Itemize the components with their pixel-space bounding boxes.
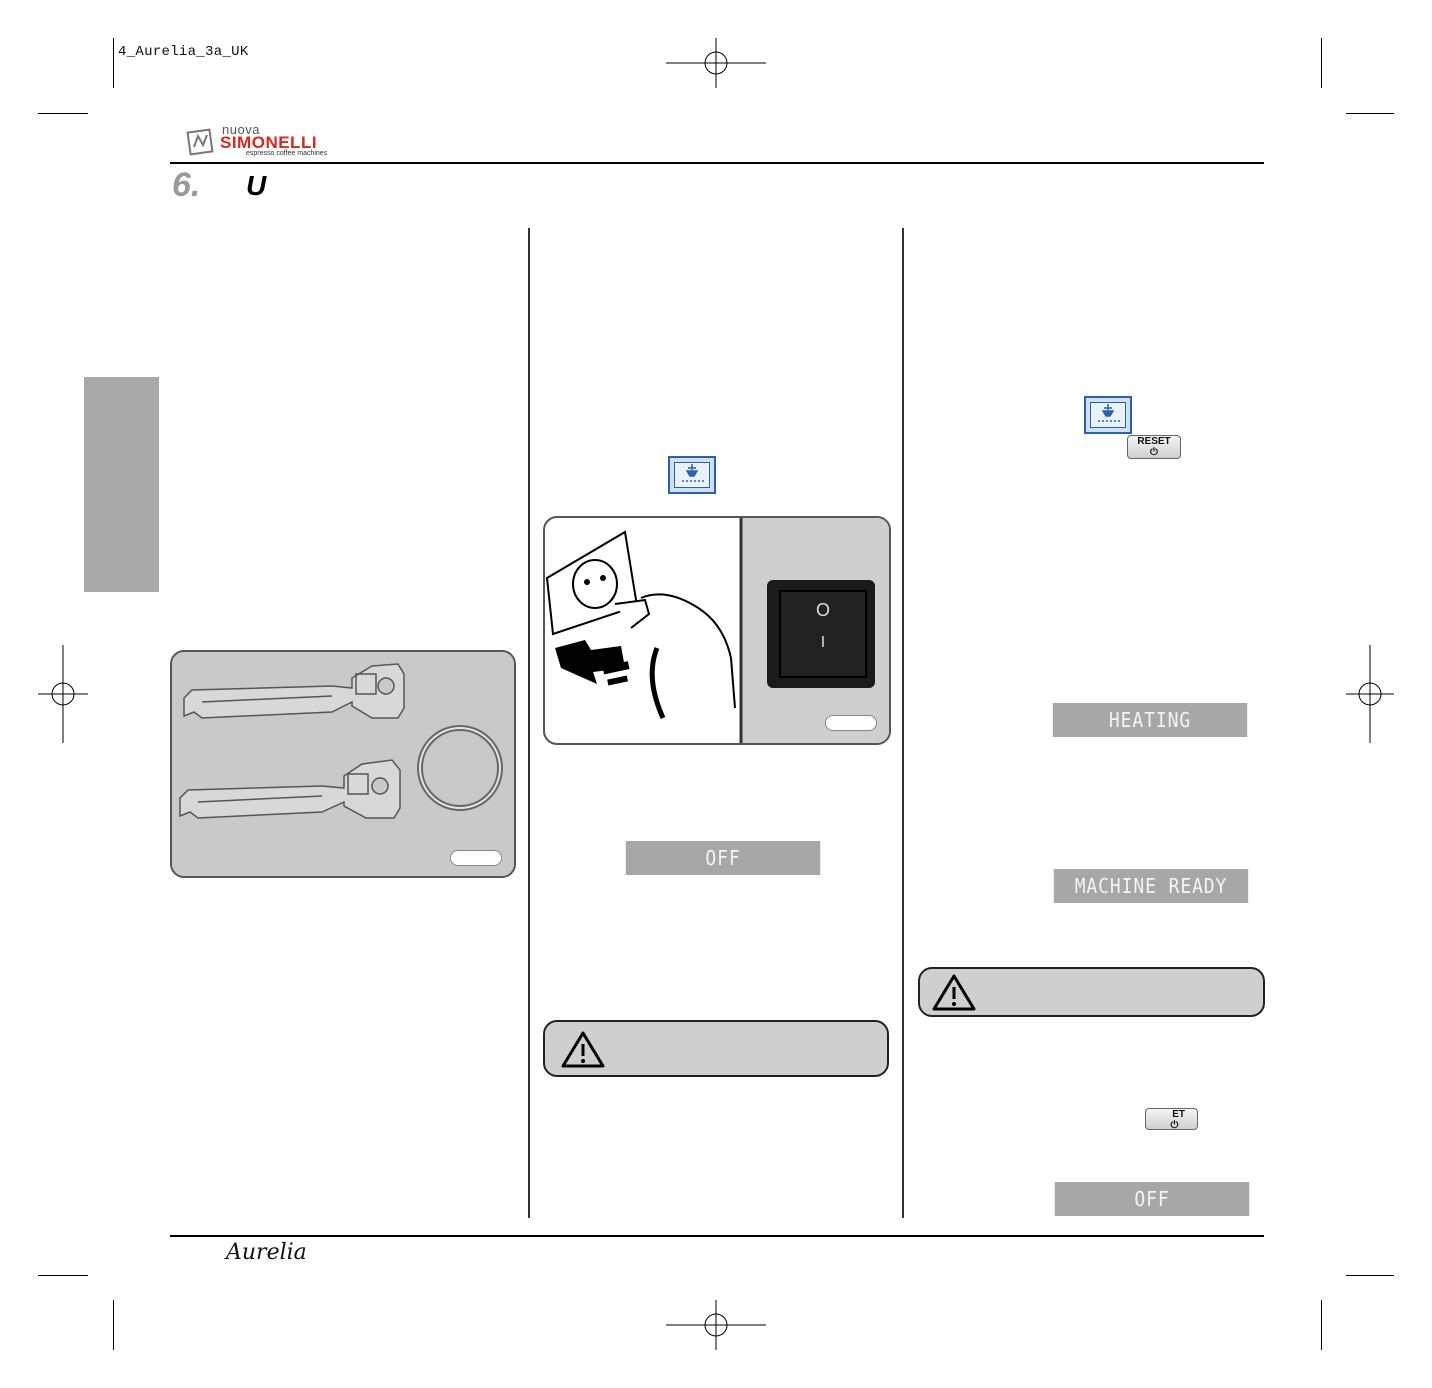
- warning-icon: [561, 1030, 605, 1068]
- reset-button-icon: [1127, 435, 1181, 459]
- power-symbol-icon: ⏻: [1170, 1120, 1179, 1131]
- power-symbol-icon: ⏻: [1150, 447, 1158, 458]
- warning-box: [543, 1020, 889, 1077]
- section-title: U: [246, 170, 267, 201]
- registration-mark-left: [38, 645, 88, 743]
- brand-tagline: espresso coffee machines: [246, 150, 328, 157]
- figure-label: [450, 850, 502, 866]
- brand-logo-icon: [186, 127, 218, 157]
- side-tab: [84, 377, 159, 592]
- keys-illustration: [172, 652, 514, 876]
- header-rule: [170, 162, 1264, 164]
- section-number: 6.: [172, 166, 201, 204]
- column-separator: [528, 228, 530, 1218]
- brand-name: SIMONELLI: [220, 133, 318, 152]
- column-separator: [902, 228, 904, 1218]
- display-off: OFF: [626, 841, 820, 875]
- keys-photo: [170, 650, 516, 878]
- switch-mark-off: O: [815, 600, 830, 620]
- registration-mark-bottom: [666, 1300, 766, 1350]
- reset-partial-label: ET: [1172, 1109, 1185, 1120]
- registration-mark-top: [666, 38, 766, 88]
- switch-mark-on: I: [820, 634, 826, 651]
- reset-label: RESET: [1137, 436, 1171, 447]
- power-icon: [668, 456, 716, 494]
- crop-mark: [113, 38, 114, 88]
- model-signature: Aurelia: [226, 1240, 307, 1265]
- crop-mark: [38, 113, 88, 114]
- crop-mark: [1321, 1300, 1322, 1350]
- figure-label: [825, 715, 877, 731]
- crop-mark: [113, 1300, 114, 1350]
- display-heating: HEATING: [1053, 703, 1247, 737]
- display-off-col3: OFF: [1055, 1182, 1249, 1216]
- footer-rule: [170, 1235, 1264, 1237]
- crop-mark: [38, 1275, 88, 1276]
- brand-top-line: nuova: [222, 122, 260, 137]
- crop-mark: [1321, 38, 1322, 88]
- crop-mark: [1346, 1275, 1394, 1276]
- warning-box: [918, 967, 1265, 1017]
- reset-button-icon-partial: [1145, 1108, 1198, 1130]
- registration-mark-right: [1346, 645, 1394, 743]
- display-machine-ready: MACHINE READY: [1054, 869, 1248, 903]
- crop-mark: [1346, 113, 1394, 114]
- print-filename: 4_Aurelia_3a_UK: [118, 44, 249, 60]
- power-icon: [1084, 396, 1132, 434]
- power-switch: [767, 580, 875, 688]
- warning-icon: [932, 973, 976, 1011]
- plug-and-switch-photo: [543, 516, 891, 745]
